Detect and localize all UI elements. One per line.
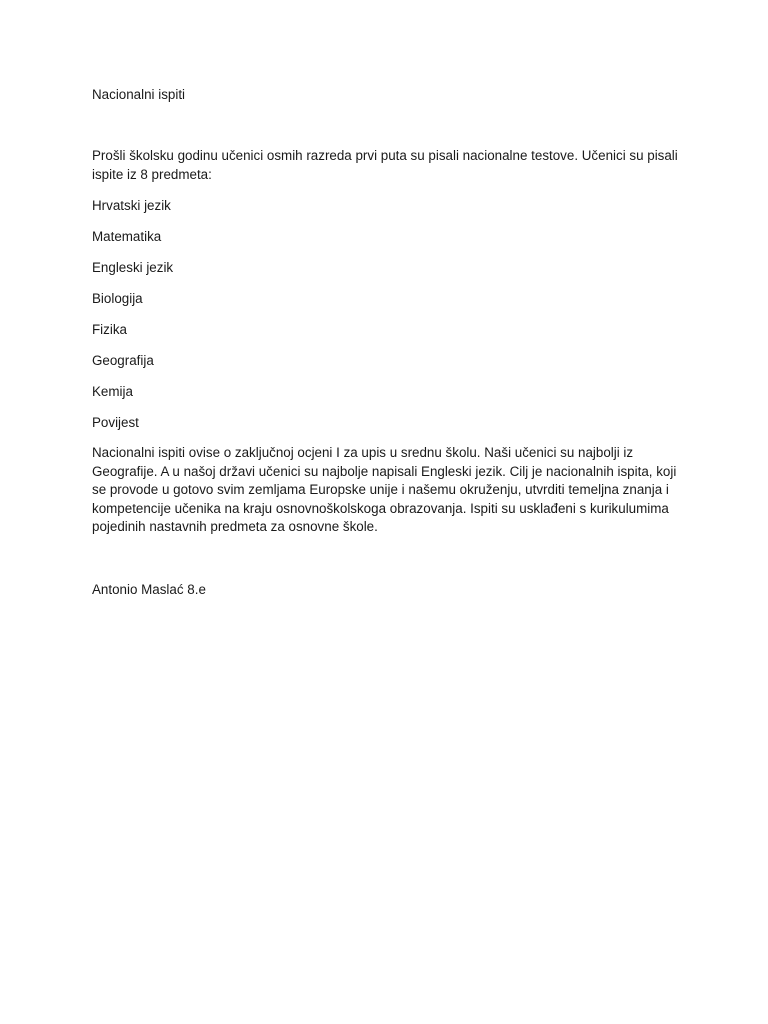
subject-item: Hrvatski jezik [92,198,171,213]
intro-paragraph: Prošli školsku godinu učenici osmih razreda prvi puta su pisali nacionalne testove. Učenici su pisali ispite iz 8 predmeta: [92,148,678,182]
body-paragraph: Nacionalni ispiti ovise o zaključnoj ocjeni I za upis u srednu školu. Naši učenici su najbolji iz Geografije. A u našoj državi učenici su najbolje napisali Engleski jezik. Cilj je nacionalnih ispita, koji se provode u gotovo svim zemljama Europske unije i našemu okruženju, utvrditi temeljna znanja i kompetencije učenika na kraju osnovnoškolskoga obrazovanja. Ispiti su usklađeni s kurikulumima pojedinih nastavnih predmeta za osnovne škole. [92,445,677,535]
subject-list [92,197,173,445]
subject-item: Povijest [92,415,139,430]
document-title: Nacionalni ispiti [92,87,186,102]
subject-item: Biologija [92,291,143,306]
subject-item: Engleski jezik [92,260,174,275]
subject-item: Kemija [92,384,133,399]
subject-item: Geografija [92,353,154,368]
subject-item: Fizika [92,322,127,337]
author-signature: Antonio Maslać 8.e [92,582,206,597]
subject-item: Matematika [92,229,162,244]
